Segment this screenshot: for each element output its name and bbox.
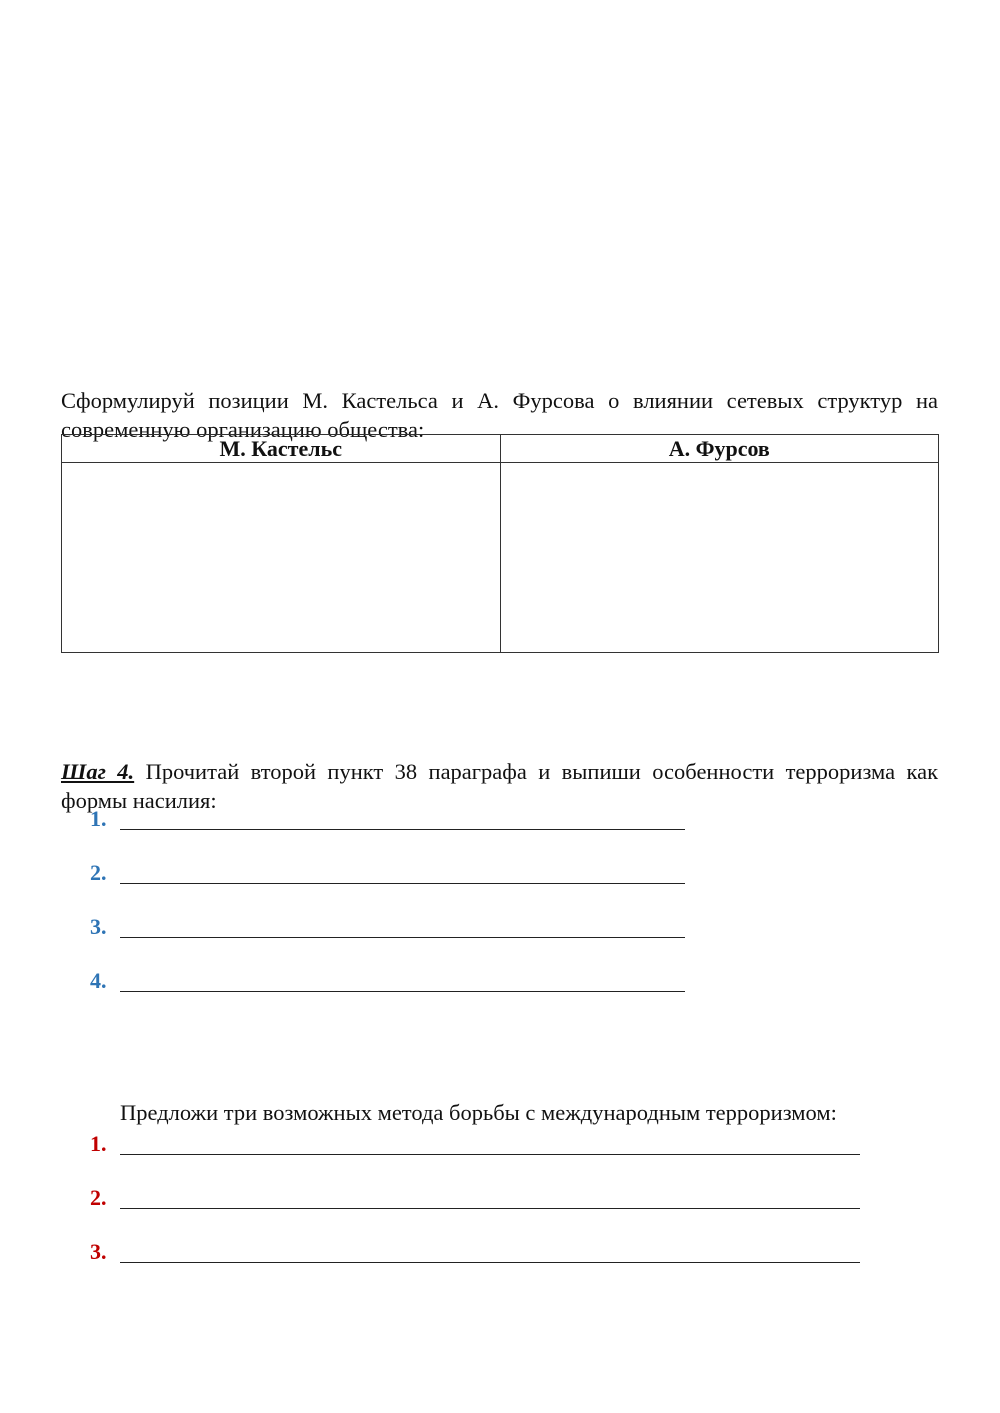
header-castells: М. Кастельс [62, 435, 501, 463]
answer-cell-castells[interactable] [62, 463, 501, 653]
list-number: 2. [90, 860, 107, 885]
answer-line[interactable] [120, 1208, 860, 1209]
list-number: 1. [90, 806, 107, 831]
header-fursov: А. Фурсов [500, 435, 939, 463]
list-number: 3. [90, 1239, 107, 1264]
list-number: 2. [90, 1185, 107, 1210]
answer-line[interactable] [120, 829, 685, 830]
table-answer-row [62, 463, 939, 653]
answer-line[interactable] [120, 883, 685, 884]
table-header-row [62, 435, 939, 463]
answer-line[interactable] [120, 1154, 860, 1155]
answer-line[interactable] [120, 1262, 860, 1263]
list-number: 1. [90, 1131, 107, 1156]
answer-line[interactable] [120, 937, 685, 938]
step4-label: Шаг 4. [61, 758, 135, 784]
answer-cell-fursov[interactable] [500, 463, 939, 653]
step4-text: Прочитай второй пункт 38 параграфа и выпиши особенности терроризма как формы насилия: [61, 758, 938, 813]
list-number: 3. [90, 914, 107, 939]
step4-paragraph [61, 757, 938, 815]
task-positions-text: Сформулируй позиции М. Кастельса и А. Фурсова о влиянии сетевых структур на современную организацию общества: [61, 387, 938, 442]
answer-line[interactable] [120, 991, 685, 992]
list-number: 4. [90, 968, 107, 993]
methods-prompt: Предложи три возможных метода борьбы с международным терроризмом: [120, 1099, 837, 1125]
comparison-table [61, 434, 939, 653]
